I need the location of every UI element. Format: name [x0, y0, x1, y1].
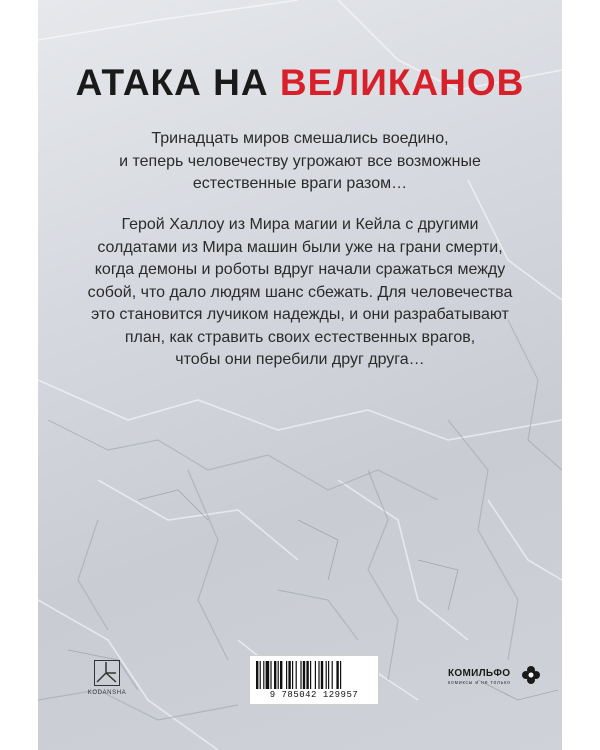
blurb-line: солдатами из Мира машин были уже на грани смерти,	[97, 238, 503, 256]
marble-crack-texture	[38, 0, 562, 750]
kodansha-name: KODANSHA	[87, 690, 127, 696]
flower-icon	[521, 665, 541, 685]
kodansha-logo	[87, 660, 127, 696]
isbn-barcode	[249, 655, 379, 705]
komilfo-brand: КОМИЛЬФО	[448, 668, 511, 679]
komilfo-tagline: комиксы и не только	[448, 680, 511, 686]
back-cover	[38, 0, 562, 750]
blurb-line: план, как стравить своих естественных врагов,	[124, 328, 476, 346]
blurb-line: Герой Халлоу из Мира магии и Кейла с другими	[121, 216, 479, 233]
blurb-paragraph-1	[38, 128, 562, 196]
barcode-digits: 9 785042 129957	[269, 690, 359, 700]
kodansha-mark-icon	[94, 660, 120, 686]
title-part-dark: АТАКА НА	[75, 62, 280, 103]
blurb-line: Тринадцать миров смешались воедино,	[151, 130, 449, 147]
komilfo-logo	[448, 668, 558, 686]
barcode-bars	[256, 661, 372, 691]
blurb-line: это становится лучиком надежды, и они разрабатывают	[91, 306, 509, 323]
book-title	[38, 62, 562, 104]
blurb-line: когда демоны и роботы вдруг начали сражаться между	[94, 261, 506, 278]
blurb-line: естественные враги разом…	[192, 175, 408, 192]
blurb-line: и теперь человечеству угрожают все возможные	[119, 152, 481, 170]
blurb-paragraph-2	[38, 214, 562, 372]
blurb-line: чтобы они перебили друг друга…	[175, 351, 425, 368]
title-part-accent: ВЕЛИКАНОВ	[279, 62, 525, 103]
blurb-line: собой, что дало людям шанс сбежать. Для человечества	[87, 283, 513, 301]
